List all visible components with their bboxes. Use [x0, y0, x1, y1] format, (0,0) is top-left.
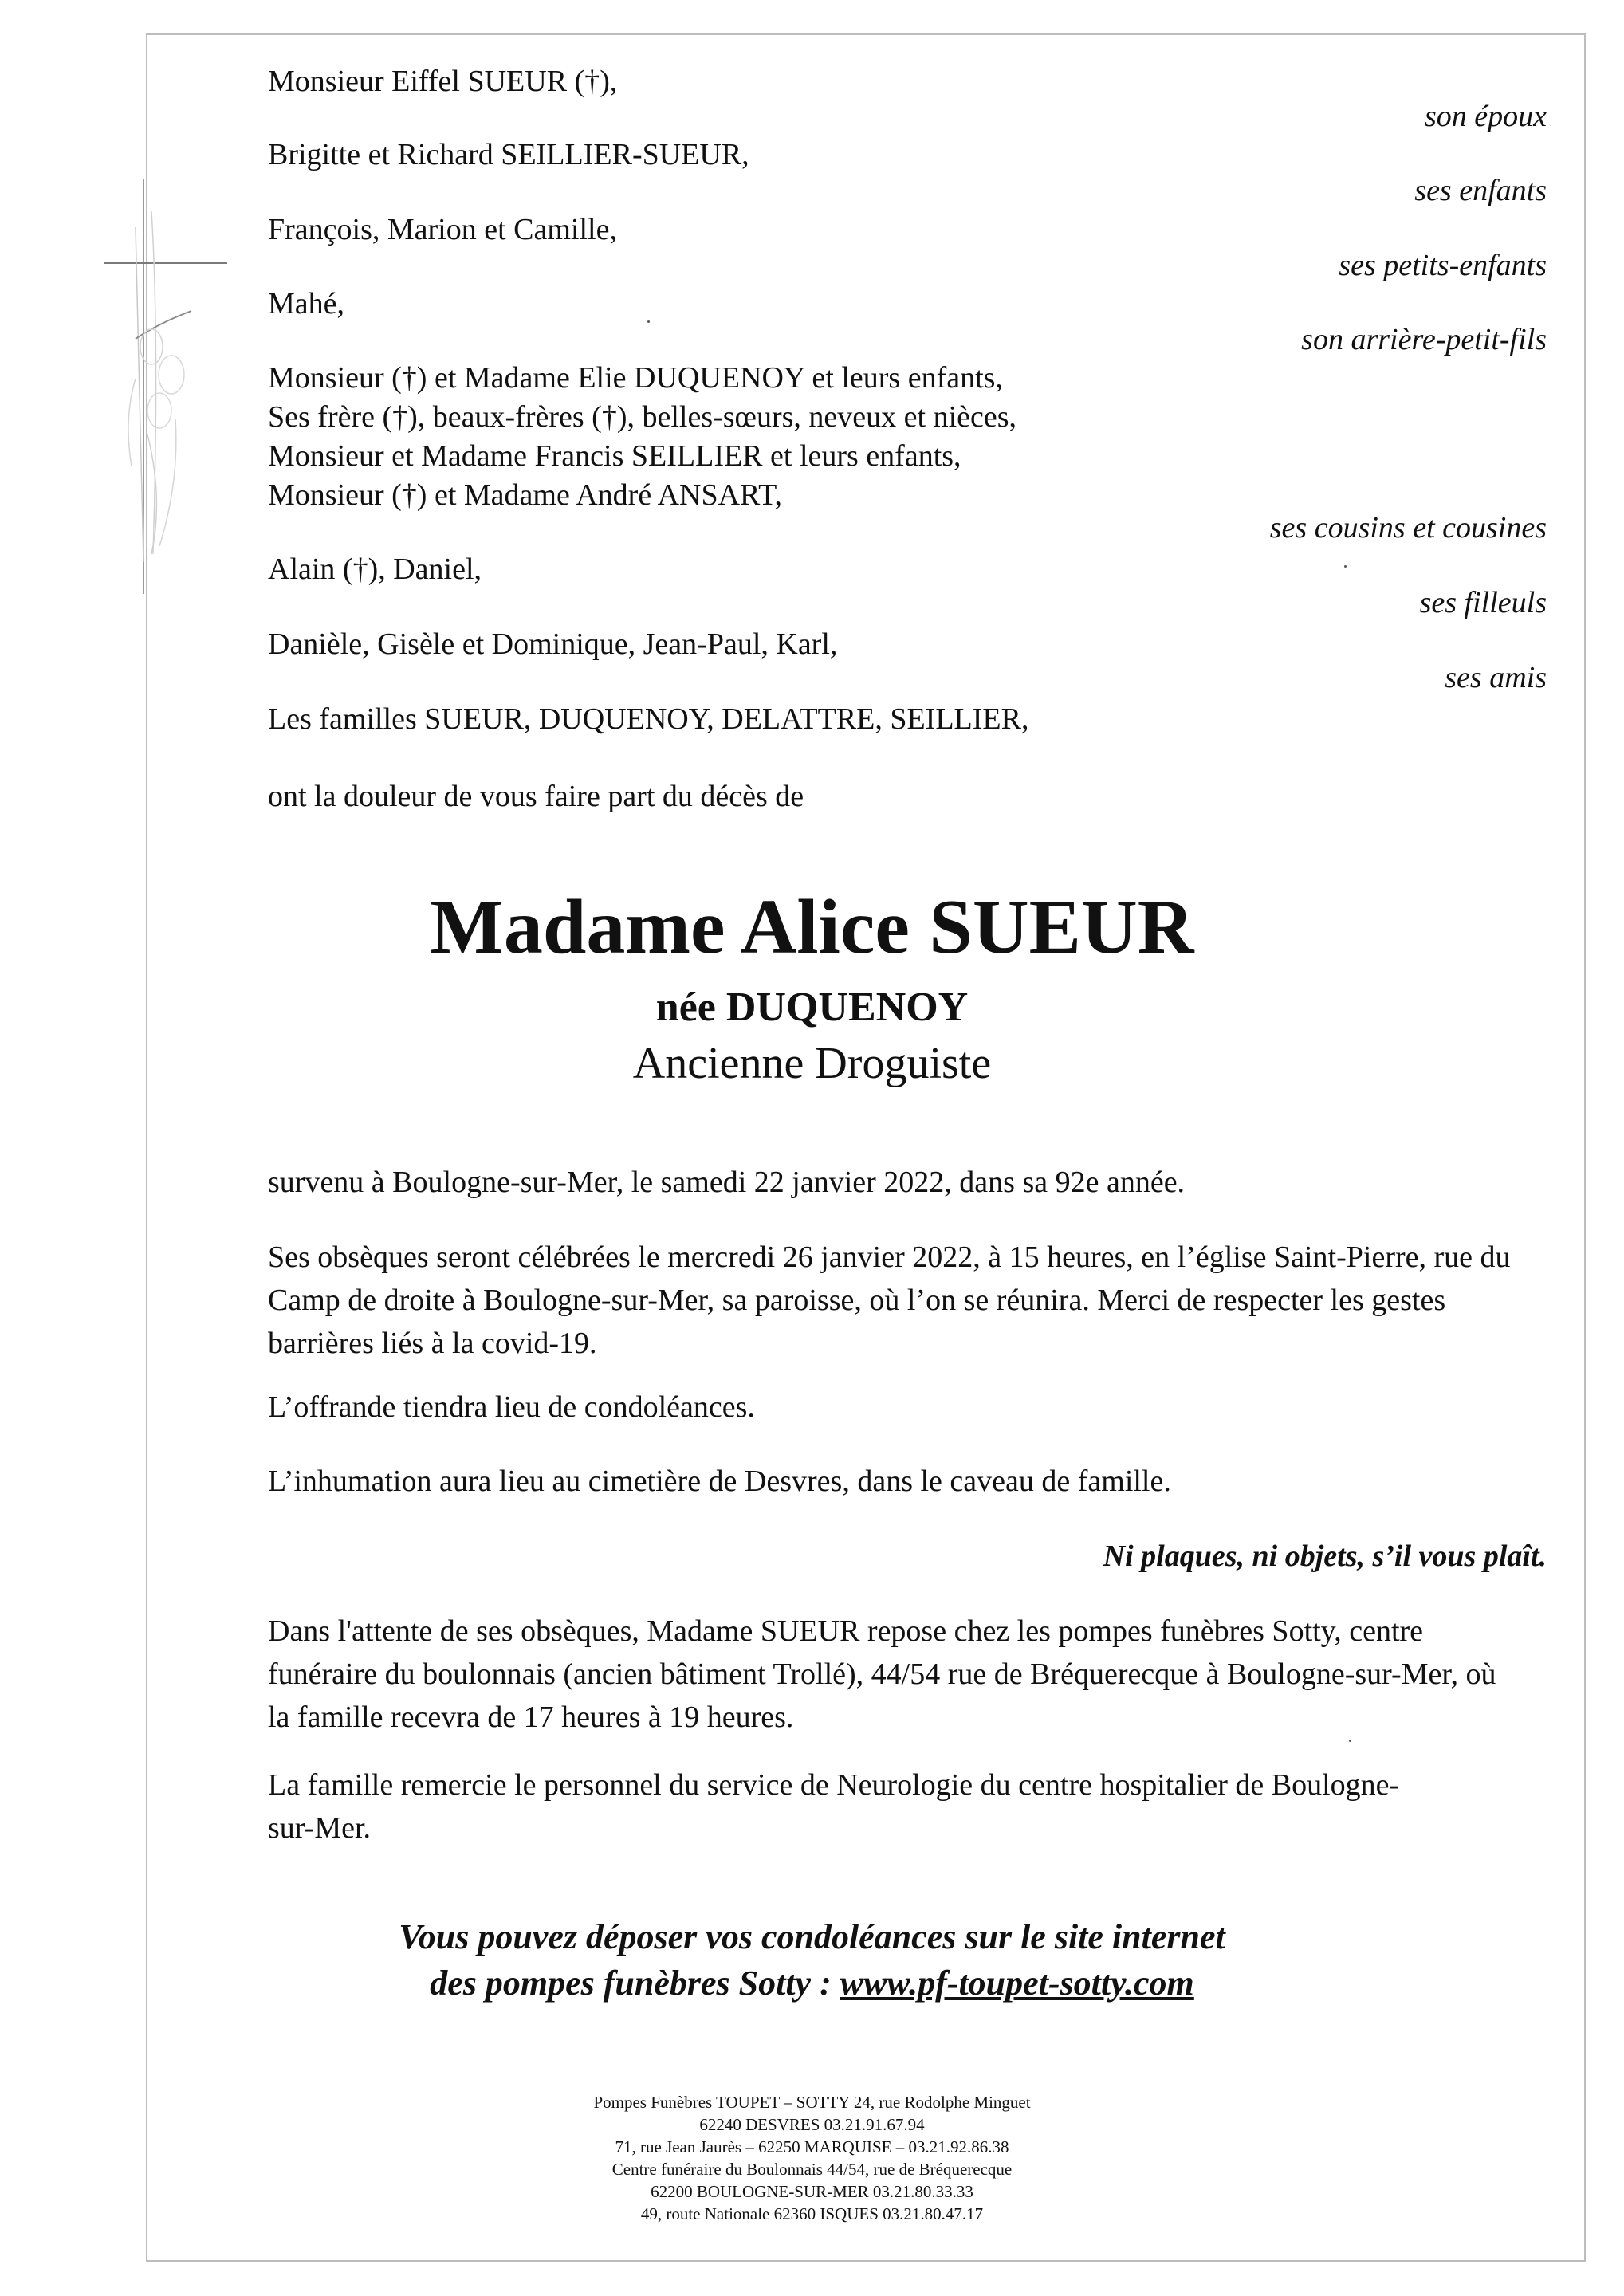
family-line: Monsieur (†) et Madame André ANSART, — [268, 478, 783, 512]
relation-label: ses cousins et cousines — [1269, 511, 1547, 545]
speck — [1349, 1740, 1351, 1742]
family-line: Alain (†), Daniel, — [268, 552, 482, 586]
condolences-line-2 — [0, 1961, 1624, 2006]
family-line: Danièle, Gisèle et Dominique, Jean-Paul, Karl, — [268, 627, 838, 661]
no-plaques-notice: Ni plaques, ni objets, s’il vous plaît. — [1103, 1539, 1547, 1573]
deceased-occupation: Ancienne Droguiste — [632, 1039, 992, 1088]
family-line: Ses frère (†), beaux-frères (†), belles-sœurs, neveux et nièces, — [268, 400, 1017, 434]
relation-label: ses filleuls — [1419, 586, 1547, 619]
footer-line: 71, rue Jean Jaurès – 62250 MARQUISE – 03.21.92.86.38 — [615, 2137, 1009, 2156]
relation-label: ses petits-enfants — [1339, 249, 1547, 282]
footer-line: 49, route Nationale 62360 ISQUES 03.21.80.47.17 — [640, 2204, 984, 2223]
relation-label: ses enfants — [1414, 174, 1547, 207]
relation-label: son arrière-petit-fils — [1301, 323, 1547, 356]
footer-line: 62240 DESVRES 03.21.91.67.94 — [699, 2115, 925, 2134]
announcement-intro: ont la douleur de vous faire part du décès de — [268, 780, 804, 813]
cross-lily-icon — [104, 179, 251, 594]
family-line: Mahé, — [268, 287, 345, 320]
relation-label: son époux — [1424, 100, 1547, 133]
deceased-maiden-name: née DUQUENOY — [655, 985, 969, 1030]
relation-label: ses amis — [1445, 661, 1547, 694]
family-line: Monsieur et Madame Francis SEILLIER et leurs enfants, — [268, 439, 961, 473]
funeral-home-footer — [0, 2091, 1624, 2225]
family-line: Monsieur (†) et Madame Elie DUQUENOY et leurs enfants, — [268, 361, 1003, 395]
burial-paragraph: L’inhumation aura lieu au cimetière de Desvres, dans le caveau de famille. — [268, 1464, 1171, 1498]
footer-line: Centre funéraire du Boulonnais 44/54, rue de Bréquerecque — [611, 2160, 1013, 2179]
thanks-paragraph: La famille remercie le personnel du service de Neurologie du centre hospitalier de Boulogne-sur-Mer. — [268, 1768, 1400, 1845]
speck — [647, 320, 650, 323]
offering-paragraph: L’offrande tiendra lieu de condoléances. — [268, 1390, 755, 1424]
footer-line: 62200 BOULOGNE-SUR-MER 03.21.80.33.33 — [651, 2182, 973, 2201]
wake-paragraph: Dans l'attente de ses obsèques, Madame SUEUR repose chez les pompes funèbres Sotty, centre funéraire du boulonnais (ancien bâtiment Trollé), 44/54 rue de Bréquerecque à Boulogne-sur-Mer, où la famille recevra de 17 heures à 19 heures. — [268, 1614, 1496, 1734]
condolences-line: Vous pouvez déposer vos condoléances sur le site internet — [399, 1917, 1225, 1956]
deceased-name: Madame Alice SUEUR — [430, 884, 1194, 970]
footer-line: Pompes Funèbres TOUPET – SOTTY 24, rue Rodolphe Minguet — [593, 2093, 1031, 2112]
family-line: Brigitte et Richard SEILLIER-SUEUR, — [268, 138, 749, 171]
condolences-website-link[interactable]: www.pf-toupet-sotty.com — [840, 1964, 1194, 2003]
family-line: Monsieur Eiffel SUEUR (†), — [268, 65, 618, 98]
death-paragraph: survenu à Boulogne-sur-Mer, le samedi 22 janvier 2022, dans sa 92e année. — [268, 1166, 1186, 1199]
family-line: Les familles SUEUR, DUQUENOY, DELATTRE, SEILLIER, — [268, 702, 1029, 736]
speck — [1344, 565, 1347, 568]
family-line: François, Marion et Camille, — [268, 213, 617, 246]
condolences-text: des pompes funèbres Sotty : — [430, 1964, 840, 2003]
funeral-paragraph: Ses obsèques seront célébrées le mercredi 26 janvier 2022, à 15 heures, en l’église Saint-Pierre, rue du Camp de droite à Boulogne-sur-Mer, sa paroisse, où l’on se réunira. Merci de respecter les gestes barrières liés à la covid-19. — [268, 1240, 1511, 1360]
